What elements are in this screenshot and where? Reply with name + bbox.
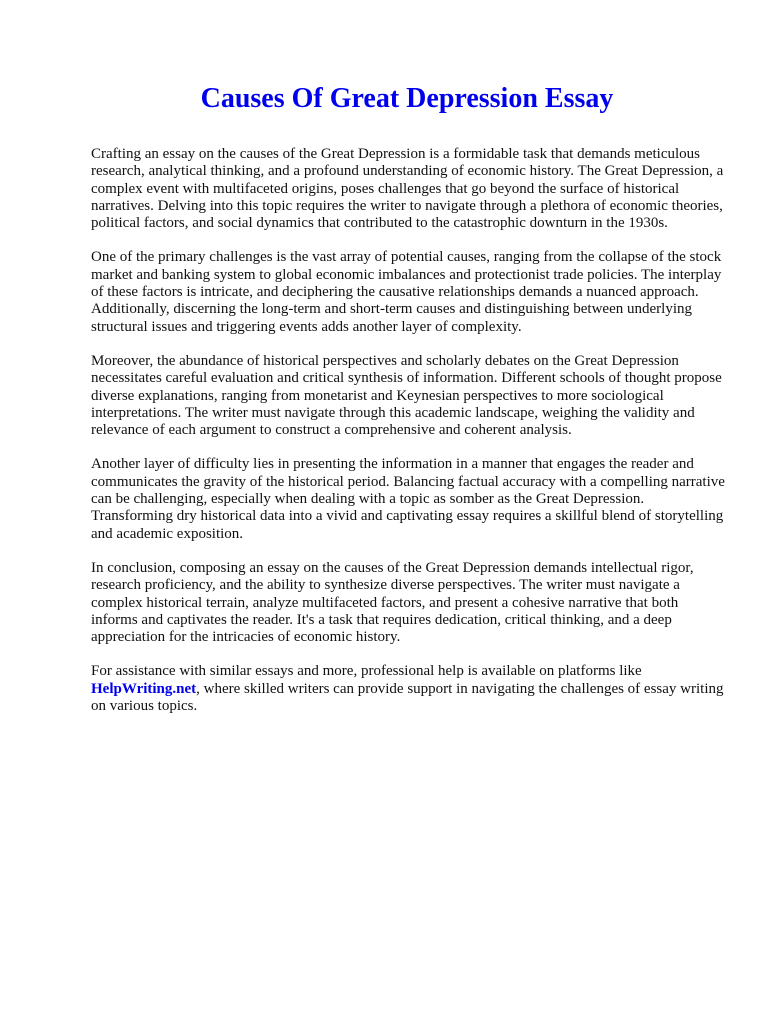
- paragraph-1: Crafting an essay on the causes of the Great Depression is a formidable task that demands meticulous research, analytical thinking, and a profound understanding of economic history. The Great Depression, a complex event with multifaceted origins, poses challenges that go beyond the surface of historical narratives. Delving into this topic requires the writer to navigate through a plethora of economic theories, political factors, and social dynamics that contributed to the catastrophic downturn in the 1930s.: [91, 146, 724, 232]
- closing-paragraph: [91, 663, 725, 715]
- essay-body: [91, 146, 725, 732]
- paragraph-2: One of the primary challenges is the vast array of potential causes, ranging from the collapse of the stock market and banking system to global economic imbalances and protectionist trade policies. The interplay of these factors is intricate, and deciphering the causative relationships demands a nuanced approach. Additionally, discerning the long-term and short-term causes and distinguishing between underlying structural issues and triggering events adds another layer of complexity.: [91, 249, 722, 335]
- closing-text-after-link: , where skilled writers can provide support in navigating the challenges of essay writing on various topics.: [91, 680, 724, 715]
- paragraph-5: In conclusion, composing an essay on the causes of the Great Depression demands intellectual rigor, research proficiency, and the ability to synthesize diverse perspectives. The writer must navigate a complex historical terrain, analyze multifaceted factors, and present a cohesive narrative that both informs and captivates the reader. It's a task that requires dedication, critical thinking, and a deep appreciation for the intricacies of economic history.: [91, 559, 694, 646]
- paragraph-4: Another layer of difficulty lies in presenting the information in a manner that engages the reader and communicates the gravity of the historical period. Balancing factual accuracy with a compelling narrative can be challenging, especially when dealing with a topic as somber as the Great Depression. Transforming dry historical data into a vivid and captivating essay requires a skillful blend of storytelling and academic exposition.: [91, 456, 725, 542]
- closing-text-before-link: For assistance with similar essays and more, professional help is available on platforms like: [91, 663, 642, 680]
- helpwriting-link[interactable]: HelpWriting.net: [91, 680, 197, 697]
- page-title: Causes Of Great Depression Essay: [200, 83, 614, 114]
- paragraph-3: Moreover, the abundance of historical perspectives and scholarly debates on the Great Depression necessitates careful evaluation and critical synthesis of information. Different schools of thought propose diverse explanations, ranging from monetarist and Keynesian perspectives to more sociological interpretations. The writer must navigate through this academic landscape, weighing the validity and relevance of each argument to construct a comprehensive and coherent analysis.: [91, 352, 722, 439]
